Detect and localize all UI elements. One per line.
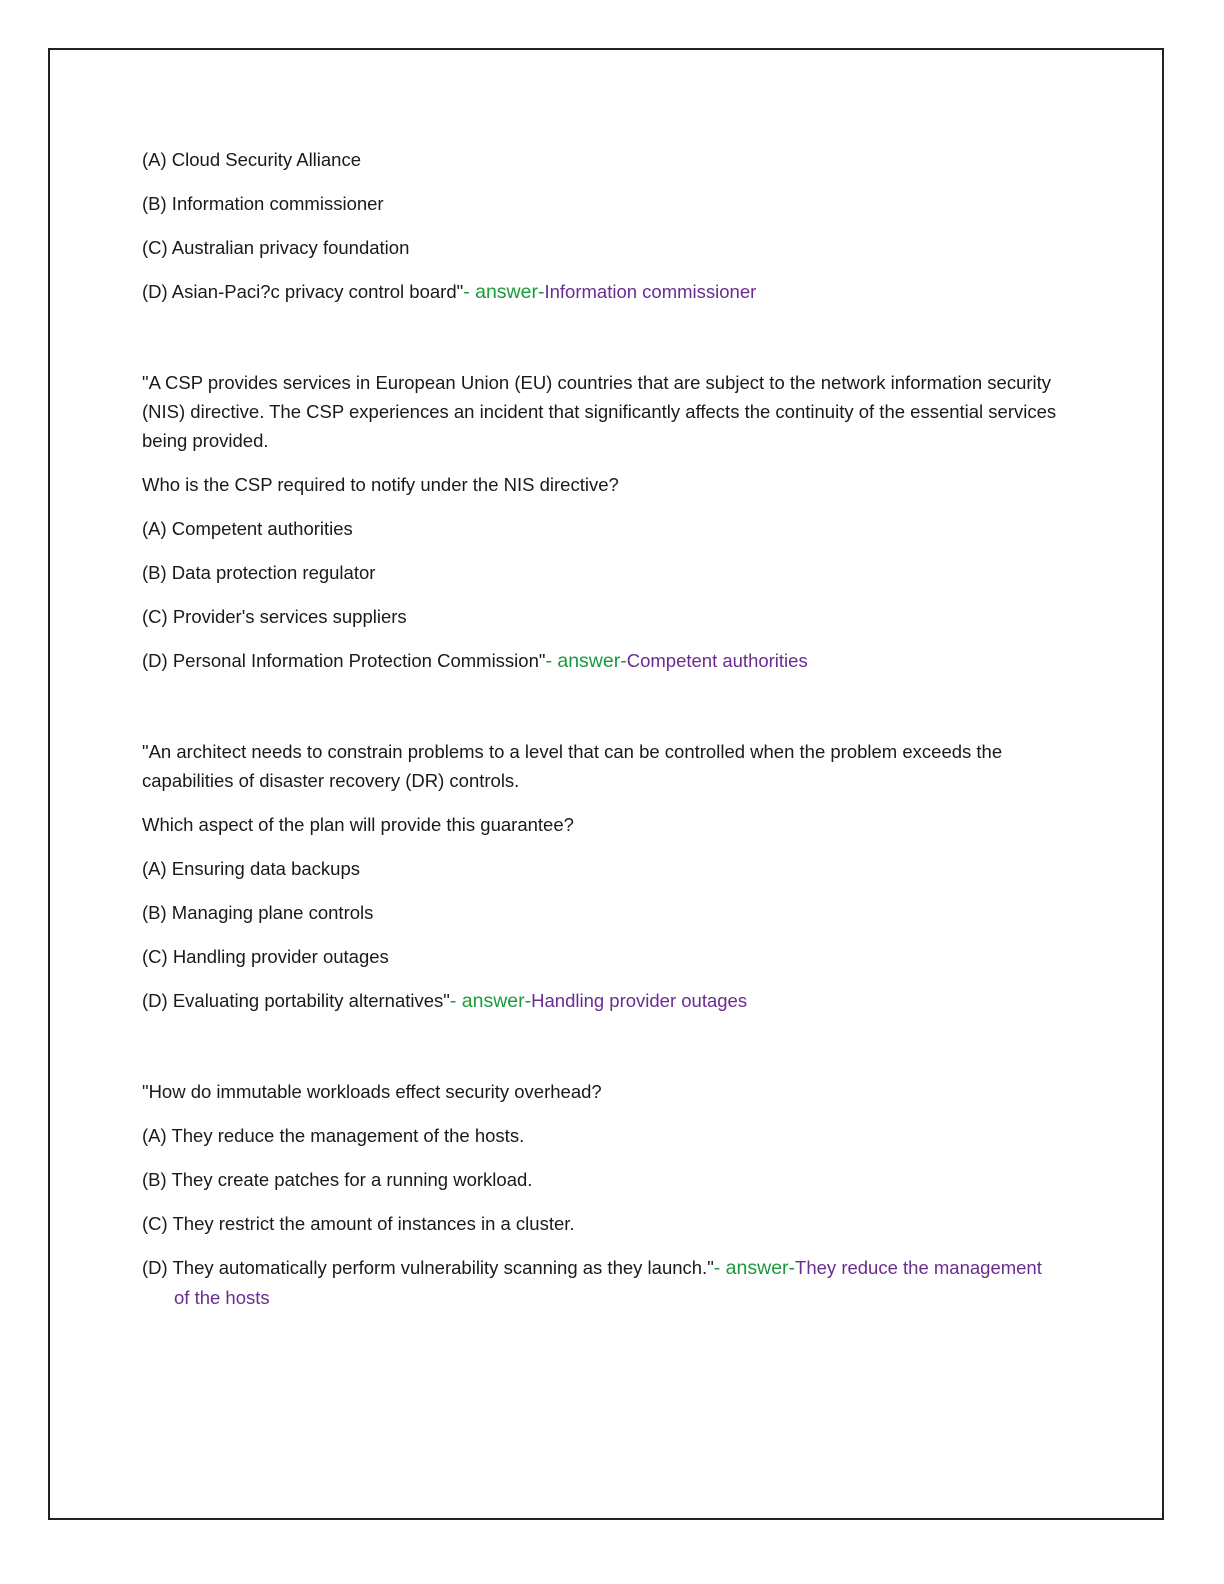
answer-option: (A) Cloud Security Alliance bbox=[142, 149, 362, 170]
question-stem: "An architect needs to constrain problems to a level that can be controlled when the problem exceeds the capabilities of disaster recovery (DR) controls. bbox=[142, 741, 1003, 791]
question-prompt: Who is the CSP required to notify under the NIS directive? bbox=[142, 474, 619, 495]
answer-option: (B) They create patches for a running workload. bbox=[142, 1169, 533, 1190]
spacer bbox=[142, 1031, 1062, 1077]
question-block bbox=[142, 737, 1062, 1016]
answer-text: They reduce the management of the hosts bbox=[174, 1257, 1042, 1308]
answer-option: (A) They reduce the management of the hosts. bbox=[142, 1125, 525, 1146]
question-stem: "A CSP provides services in European Union (EU) countries that are subject to the network information security (NIS) directive. The CSP experiences an incident that significantly affects the continuity of the essential services being provided. bbox=[142, 372, 1057, 451]
question-block bbox=[142, 1077, 1062, 1312]
question-prompt: Which aspect of the plan will provide this guarantee? bbox=[142, 814, 574, 835]
answer-text: Information commissioner bbox=[544, 281, 757, 302]
spacer bbox=[142, 691, 1062, 737]
answer-option: (A) Ensuring data backups bbox=[142, 858, 361, 879]
answer-option: (D) Personal Information Protection Commission"- answer-Competent authorities bbox=[142, 650, 808, 672]
answer-option: (B) Information commissioner bbox=[142, 193, 384, 214]
answer-option: (A) Competent authorities bbox=[142, 518, 353, 539]
question-block bbox=[142, 145, 1062, 307]
answer-option: (C) Handling provider outages bbox=[142, 946, 389, 967]
answer-option: (C) Provider's services suppliers bbox=[142, 606, 407, 627]
answer-label: - answer- bbox=[713, 1257, 796, 1279]
question-stem: "How do immutable workloads effect security overhead? bbox=[142, 1081, 602, 1102]
question-block bbox=[142, 368, 1062, 676]
answer-option: (D) Asian-Paci?c privacy control board"- answer-Information commissioner bbox=[142, 281, 757, 303]
answer-option: (D) They automatically perform vulnerability scanning as they launch."- answer-They reduce the management of the hosts bbox=[142, 1257, 1042, 1308]
answer-option: (C) They restrict the amount of instances in a cluster. bbox=[142, 1213, 575, 1234]
answer-option: (B) Managing plane controls bbox=[142, 902, 374, 923]
answer-label: - answer- bbox=[449, 990, 532, 1012]
answer-label: - answer- bbox=[463, 281, 545, 303]
answer-label: - answer- bbox=[545, 650, 627, 672]
answer-text: Handling provider outages bbox=[531, 990, 748, 1011]
answer-option: (B) Data protection regulator bbox=[142, 562, 376, 583]
answer-text: Competent authorities bbox=[626, 650, 808, 671]
answer-option: (C) Australian privacy foundation bbox=[142, 237, 410, 258]
answer-option: (D) Evaluating portability alternatives"- answer-Handling provider outages bbox=[142, 990, 748, 1012]
document-body bbox=[142, 145, 1062, 1327]
spacer bbox=[142, 322, 1062, 368]
